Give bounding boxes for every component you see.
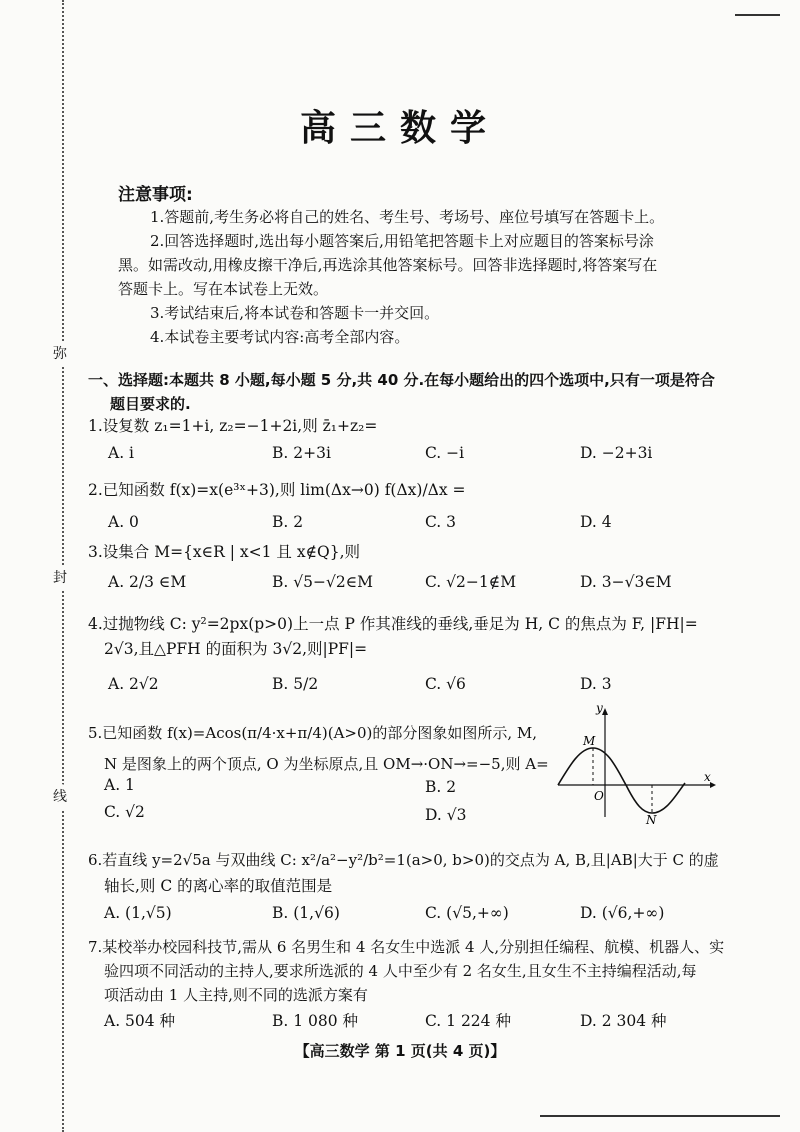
question-7-option-c: C. 1 224 种	[425, 1012, 511, 1030]
corner-mark-bottom	[540, 1115, 780, 1117]
question-6-option-d: D. (√6,+∞)	[580, 904, 665, 922]
question-7-option-b: B. 1 080 种	[272, 1012, 359, 1030]
question-4-option-a: A. 2√2	[108, 675, 159, 693]
question-2-stem: 2.已知函数 f(x)=x(e³ˣ+3),则 lim(Δx→0) f(Δx)/Δx =	[88, 481, 466, 499]
question-1-option-d: D. −2+3i	[580, 444, 653, 462]
note-line: 1.答题前,考生务必将自己的姓名、考生号、考场号、座位号填写在答题卡上。	[150, 208, 665, 226]
binding-label-mi: 弥	[47, 341, 73, 367]
question-6-stem-cont: 轴长,则 C 的离心率的取值范围是	[104, 877, 333, 895]
point-n-label: N	[646, 813, 657, 825]
page-footer: 【高三数学 第 1 页(共 4 页)】	[294, 1042, 506, 1060]
question-5-stem-cont: N 是图象上的两个顶点, O 为坐标原点,且 OM→·ON→=−5,则 A=	[104, 755, 549, 773]
question-4-option-b: B. 5/2	[272, 675, 319, 693]
question-5-stem: 5.已知函数 f(x)=Acos(π/4·x+π/4)(A>0)的部分图象如图所示, M,	[88, 724, 538, 742]
question-5-option-b: B. 2	[425, 778, 457, 796]
question-6-option-b: B. (1,√6)	[272, 904, 340, 922]
question-5-option-d: D. √3	[425, 806, 467, 824]
question-3-stem: 3.设集合 M={x∈R | x<1 且 x∉Q},则	[88, 543, 361, 561]
question-3-option-a: A. 2/3 ∈M	[108, 573, 187, 591]
question-2-option-b: B. 2	[272, 513, 304, 531]
question-2-option-d: D. 4	[580, 513, 612, 531]
note-line: 答题卡上。写在本试卷上无效。	[118, 280, 329, 298]
note-line: 3.考试结束后,将本试卷和答题卡一并交回。	[150, 304, 440, 322]
question-7-stem-cont: 项活动由 1 人主持,则不同的选派方案有	[104, 986, 368, 1004]
binding-label-xian: 线	[47, 784, 73, 810]
note-line: 黑。如需改动,用橡皮擦干净后,再选涂其他答案标号。回答非选择题时,将答案写在	[118, 256, 658, 274]
cosine-curve	[558, 748, 685, 813]
question-7-option-a: A. 504 种	[104, 1012, 176, 1030]
y-axis-arrow	[602, 708, 608, 715]
page-title: 高三数学	[299, 108, 500, 149]
question-4-stem-cont: 2√3,且△PFH 的面积为 3√2,则|PF|=	[104, 640, 368, 658]
x-axis-arrow	[710, 782, 716, 788]
question-7-stem-cont: 验四项不同活动的主持人,要求所选派的 4 人中至少有 2 名女生,且女生不主持编程活动,每	[104, 962, 697, 980]
question-4-stem: 4.过抛物线 C: y²=2px(p>0)上一点 P 作其准线的垂线,垂足为 H, C 的焦点为 F, |FH|=	[88, 615, 698, 633]
question-1-option-b: B. 2+3i	[272, 444, 331, 462]
y-axis-label: y	[596, 705, 603, 715]
x-axis-label: x	[704, 770, 711, 784]
notes-heading: 注意事项:	[118, 185, 193, 205]
question-6-stem: 6.若直线 y=2√5a 与双曲线 C: x²/a²−y²/b²=1(a>0, b>0)的交点为 A, B,且|AB|大于 C 的虚	[88, 851, 719, 869]
question-7-stem: 7.某校举办校园科技节,需从 6 名男生和 4 名女生中选派 4 人,分别担任编程、航模、机器人、实	[88, 938, 725, 956]
question-5-option-a: A. 1	[104, 776, 135, 794]
section-heading-cont: 题目要求的.	[110, 395, 191, 413]
point-m-label: M	[583, 734, 596, 748]
question-4-option-c: C. √6	[425, 675, 466, 693]
binding-label-feng: 封	[47, 565, 73, 591]
question-4-option-d: D. 3	[580, 675, 612, 693]
question-1-option-c: C. −i	[425, 444, 465, 462]
question-7-option-d: D. 2 304 种	[580, 1012, 667, 1030]
question-2-option-c: C. 3	[425, 513, 457, 531]
note-line: 2.回答选择题时,选出每小题答案后,用铅笔把答题卡上对应题目的答案标号涂	[150, 232, 654, 250]
section-heading: 一、选择题:本题共 8 小题,每小题 5 分,共 40 分.在每小题给出的四个选项中,只有一项是符合	[88, 371, 715, 389]
question-6-option-c: C. (√5,+∞)	[425, 904, 509, 922]
question-3-option-b: B. √5−√2∈M	[272, 573, 374, 591]
question-6-option-a: A. (1,√5)	[104, 904, 172, 922]
question-1-stem: 1.设复数 z₁=1+i, z₂=−1+2i,则 z̄₁+z₂=	[88, 417, 378, 435]
question-5-option-c: C. √2	[104, 803, 145, 821]
corner-mark-top	[735, 14, 780, 16]
note-line: 4.本试卷主要考试内容:高考全部内容。	[150, 328, 410, 346]
question-1-option-a: A. i	[108, 444, 135, 462]
cosine-graph-figure	[548, 705, 718, 825]
question-2-option-a: A. 0	[108, 513, 139, 531]
origin-label: O	[594, 789, 604, 803]
question-3-option-c: C. √2−1∉M	[425, 573, 517, 591]
question-3-option-d: D. 3−√3∈M	[580, 573, 672, 591]
